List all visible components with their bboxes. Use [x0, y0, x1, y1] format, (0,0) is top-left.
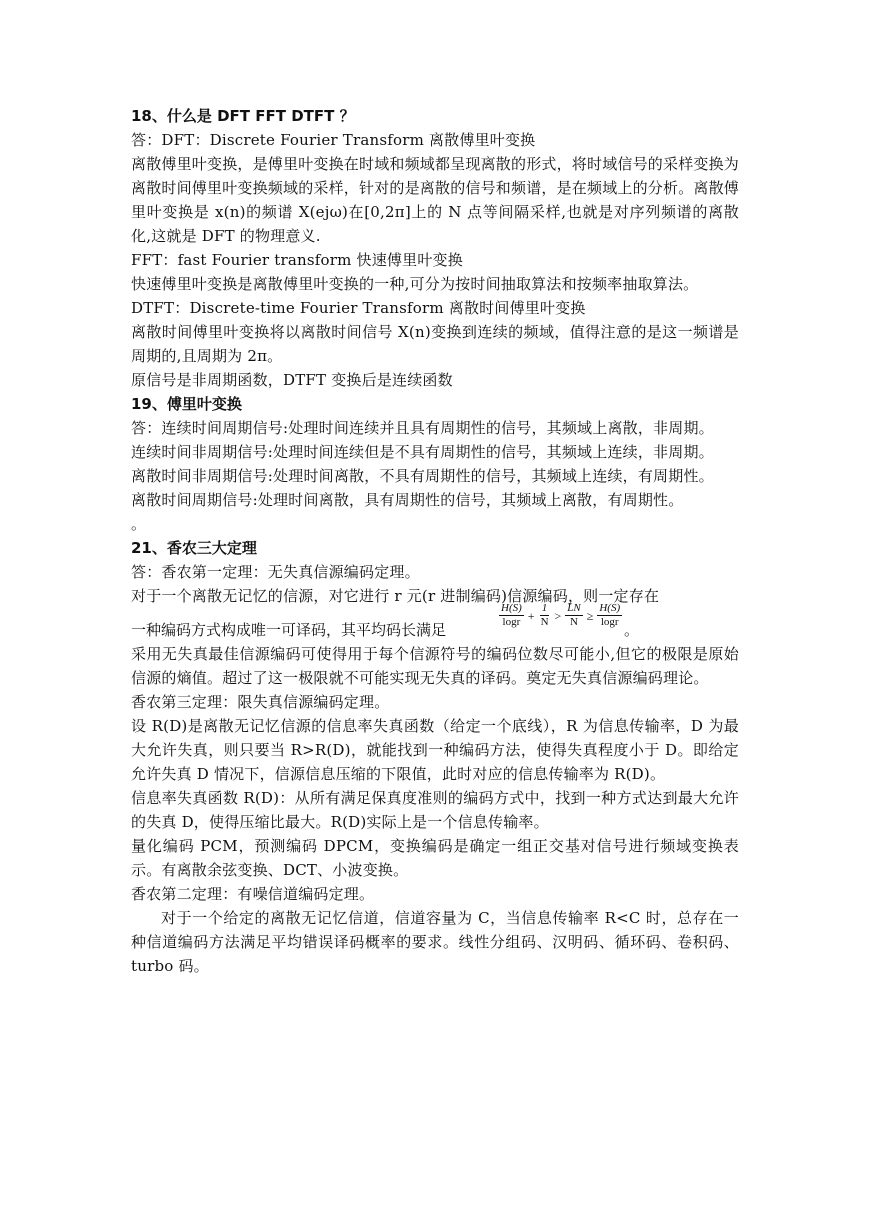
- shannon-first-line2: 一种编码方式构成唯一可译码，其平均码长满足: [131, 621, 447, 639]
- shannon-second-paragraph: 对于一个给定的离散无记忆信道，信道容量为 C，当信息传输率 R<C 时，总存在一种信道编码方法满足平均错误译码概率的要求。线性分组码、汉明码、循环码、卷积码、turbo 码。: [131, 909, 739, 975]
- formula-period: 。: [624, 621, 640, 639]
- coding-methods-paragraph: 量化编码 PCM，预测编码 DPCM，变换编码是确定一组正交基对信号进行频域变换表示。有离散余弦变换、DCT、小波变换。: [131, 837, 739, 879]
- average-code-length-formula: $\frac{H(S)}{\log r}$ + $\frac{1}{N}$ > $\frac{L̄N}{N}$ ≥ $\frac{H(S)}{\log r}$: [501, 602, 621, 628]
- dtft-heading: DTFT：Discrete-time Fourier Transform 离散时间傅里叶变换: [131, 299, 586, 317]
- formula-term-d: $\frac{H(S)}{\log r}$: [599, 602, 621, 628]
- shannon-third-paragraph: 设 R(D)是离散无记忆信源的信息率失真函数（给定一个底线），R 为信息传输率，D 为最大允许失真，则只要当 R>R(D)，就能找到一种编码方法，使得失真程度小于 D。即给定允许失真 D 情况下，信源信息压缩的下限值，此时对应的信息传输率为 R(D)。: [131, 717, 739, 783]
- shannon-first-heading: 答：香农第一定理：无失真信源编码定理。: [131, 563, 420, 581]
- fourier-continuous-periodic: 答：连续时间周期信号:处理时间连续并且具有周期性的信号，其频域上离散，非周期。: [131, 419, 714, 437]
- fourier-continuous-aperiodic: 连续时间非周期信号:处理时间连续但是不具有周期性的信号，其频域上连续，非周期。: [131, 443, 714, 461]
- dtft-paragraph: 离散时间傅里叶变换将以离散时间信号 X(n)变换到连续的频域，值得注意的是这一频谱是周期的,且周期为 2π。: [131, 323, 739, 365]
- formula-term-c: $\frac{L̄N}{N}$: [567, 602, 581, 628]
- fft-heading: FFT：fast Fourier transform 快速傅里叶变换: [131, 251, 463, 269]
- stray-period: 。: [131, 515, 147, 533]
- rate-distortion-paragraph: 信息率失真函数 R(D)：从所有满足保真度准则的编码方式中，找到一种方式达到最大允许的失真 D，使得压缩比最大。R(D)实际上是一个信息传输率。: [131, 789, 739, 831]
- shannon-first-line1: 对于一个离散无记忆的信源，对它进行 r 元(r 进制编码)信源编码，则一定存在: [131, 587, 660, 605]
- formula-term-b: $\frac{1}{N}$: [540, 602, 549, 628]
- dft-heading: 答：DFT：Discrete Fourier Transform 离散傅里叶变换: [131, 131, 536, 149]
- shannon-first-paragraph: 采用无失真最佳信源编码可使得用于每个信源符号的编码位数尽可能小,但它的极限是原始信源的熵值。超过了这一极限就不可能实现无失真的译码。奠定无失真信源编码理论。: [131, 645, 739, 687]
- shannon-second-heading: 香农第二定理：有噪信道编码定理。: [131, 885, 375, 903]
- formula-term-a: $\frac{H(S)}{\log r}$: [501, 602, 522, 628]
- section-19-title: 19、傅里叶变换: [131, 395, 242, 413]
- section-18-title: 18、什么是 DFT FFT DTFT ？: [131, 107, 355, 125]
- shannon-third-heading: 香农第三定理：限失真信源编码定理。: [131, 693, 390, 711]
- fft-paragraph: 快速傅里叶变换是离散傅里叶变换的一种,可分为按时间抽取算法和按频率抽取算法。: [131, 275, 699, 293]
- dtft-note: 原信号是非周期函数，DTFT 变换后是连续函数: [131, 371, 453, 389]
- dft-paragraph: 离散傅里叶变换，是傅里叶变换在时域和频域都呈现离散的形式，将时域信号的采样变换为离散时间傅里叶变换频域的采样，针对的是离散的信号和频谱，是在频域上的分析。离散傅里叶变换是 x(n)的频谱 X(ejω)在[0,2π]上的 N 点等间隔采样,也就是对序列频谱的离散化,这就是 DFT 的物理意义.: [131, 155, 740, 245]
- fourier-discrete-periodic: 离散时间周期信号:处理时间离散，具有周期性的信号，其频域上离散，有周期性。: [131, 491, 684, 509]
- document-page: [131, 104, 739, 978]
- shannon-first-formula-line: [131, 602, 739, 642]
- fourier-discrete-aperiodic: 离散时间非周期信号:处理时间离散，不具有周期性的信号，其频域上连续，有周期性。: [131, 467, 714, 485]
- section-21-title: 21、香农三大定理: [131, 539, 257, 557]
